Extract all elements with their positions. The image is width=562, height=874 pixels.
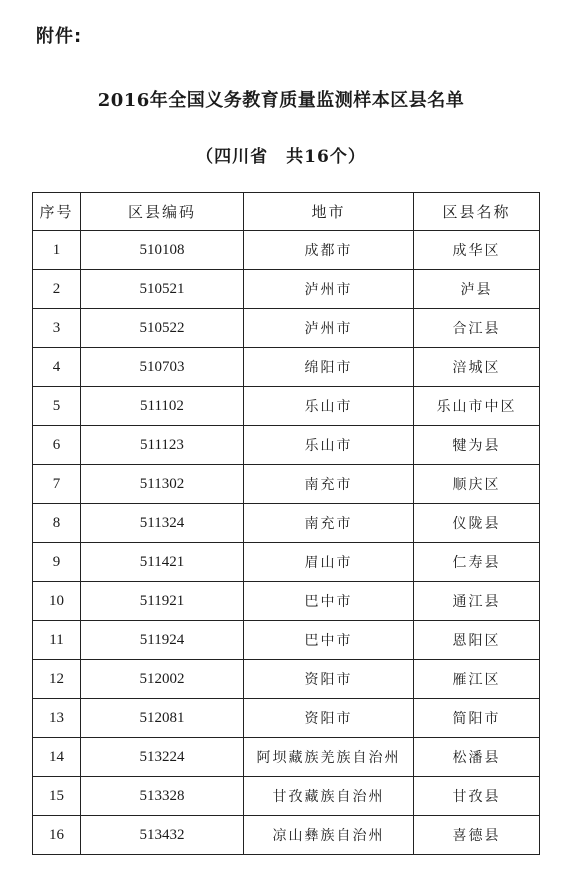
table-row	[33, 543, 540, 582]
cell-county-code: 512002	[81, 660, 244, 699]
cell-county-code: 510522	[81, 309, 244, 348]
table-row	[33, 816, 540, 855]
cell-county-name: 乐山市中区	[414, 387, 540, 426]
cell-index: 12	[33, 660, 81, 699]
cell-city: 凉山彝族自治州	[244, 816, 414, 855]
cell-county-name: 恩阳区	[414, 621, 540, 660]
cell-index: 15	[33, 777, 81, 816]
cell-city: 眉山市	[244, 543, 414, 582]
cell-county-name: 涪城区	[414, 348, 540, 387]
cell-county-code: 511324	[81, 504, 244, 543]
document-title: 2016年全国义务教育质量监测样本区县名单	[97, 90, 465, 111]
cell-city: 南充市	[244, 504, 414, 543]
table-row	[33, 465, 540, 504]
cell-city: 阿坝藏族羌族自治州	[244, 738, 414, 777]
cell-index: 7	[33, 465, 81, 504]
table-row	[33, 309, 540, 348]
table-row	[33, 699, 540, 738]
sample-county-table	[32, 192, 540, 855]
cell-index: 5	[33, 387, 81, 426]
cell-county-name: 顺庆区	[414, 465, 540, 504]
cell-county-code: 513328	[81, 777, 244, 816]
column-header-index: 序号	[33, 193, 81, 231]
cell-city: 乐山市	[244, 387, 414, 426]
cell-county-code: 511102	[81, 387, 244, 426]
cell-county-code: 512081	[81, 699, 244, 738]
cell-county-name: 甘孜县	[414, 777, 540, 816]
cell-index: 2	[33, 270, 81, 309]
table-row	[33, 387, 540, 426]
cell-city: 南充市	[244, 465, 414, 504]
cell-county-code: 510108	[81, 231, 244, 270]
cell-county-code: 511421	[81, 543, 244, 582]
cell-county-name: 犍为县	[414, 426, 540, 465]
cell-city: 巴中市	[244, 621, 414, 660]
cell-county-code: 510703	[81, 348, 244, 387]
cell-county-name: 合江县	[414, 309, 540, 348]
cell-county-name: 仪陇县	[414, 504, 540, 543]
cell-index: 3	[33, 309, 81, 348]
column-header-county-code: 区县编码	[81, 193, 244, 231]
column-header-county-name: 区县名称	[414, 193, 540, 231]
document-subtitle: （四川省 共16个）	[196, 147, 366, 167]
table-row	[33, 426, 540, 465]
table-row	[33, 621, 540, 660]
cell-county-name: 松潘县	[414, 738, 540, 777]
table-row	[33, 777, 540, 816]
cell-city: 绵阳市	[244, 348, 414, 387]
cell-county-name: 简阳市	[414, 699, 540, 738]
cell-index: 1	[33, 231, 81, 270]
cell-index: 8	[33, 504, 81, 543]
cell-index: 9	[33, 543, 81, 582]
table-row	[33, 348, 540, 387]
cell-city: 泸州市	[244, 309, 414, 348]
table-row	[33, 270, 540, 309]
table-row	[33, 231, 540, 270]
table-body	[33, 231, 540, 855]
table-header-row	[33, 193, 540, 231]
cell-index: 13	[33, 699, 81, 738]
cell-index: 6	[33, 426, 81, 465]
cell-county-name: 雁江区	[414, 660, 540, 699]
table-row	[33, 738, 540, 777]
cell-index: 11	[33, 621, 81, 660]
cell-county-code: 511921	[81, 582, 244, 621]
cell-county-name: 通江县	[414, 582, 540, 621]
cell-county-code: 513432	[81, 816, 244, 855]
cell-city: 巴中市	[244, 582, 414, 621]
cell-index: 14	[33, 738, 81, 777]
attachment-label: 附件:	[36, 26, 83, 47]
cell-county-name: 成华区	[414, 231, 540, 270]
cell-county-name: 仁寿县	[414, 543, 540, 582]
cell-index: 16	[33, 816, 81, 855]
cell-county-code: 511302	[81, 465, 244, 504]
cell-county-code: 513224	[81, 738, 244, 777]
cell-county-name: 喜德县	[414, 816, 540, 855]
cell-county-code: 511924	[81, 621, 244, 660]
cell-city: 泸州市	[244, 270, 414, 309]
cell-city: 甘孜藏族自治州	[244, 777, 414, 816]
column-header-city: 地市	[244, 193, 414, 231]
cell-county-code: 511123	[81, 426, 244, 465]
table-row	[33, 504, 540, 543]
table-row	[33, 582, 540, 621]
cell-city: 资阳市	[244, 699, 414, 738]
cell-index: 4	[33, 348, 81, 387]
cell-county-code: 510521	[81, 270, 244, 309]
cell-city: 资阳市	[244, 660, 414, 699]
table-row	[33, 660, 540, 699]
cell-city: 成都市	[244, 231, 414, 270]
cell-index: 10	[33, 582, 81, 621]
cell-county-name: 泸县	[414, 270, 540, 309]
cell-city: 乐山市	[244, 426, 414, 465]
